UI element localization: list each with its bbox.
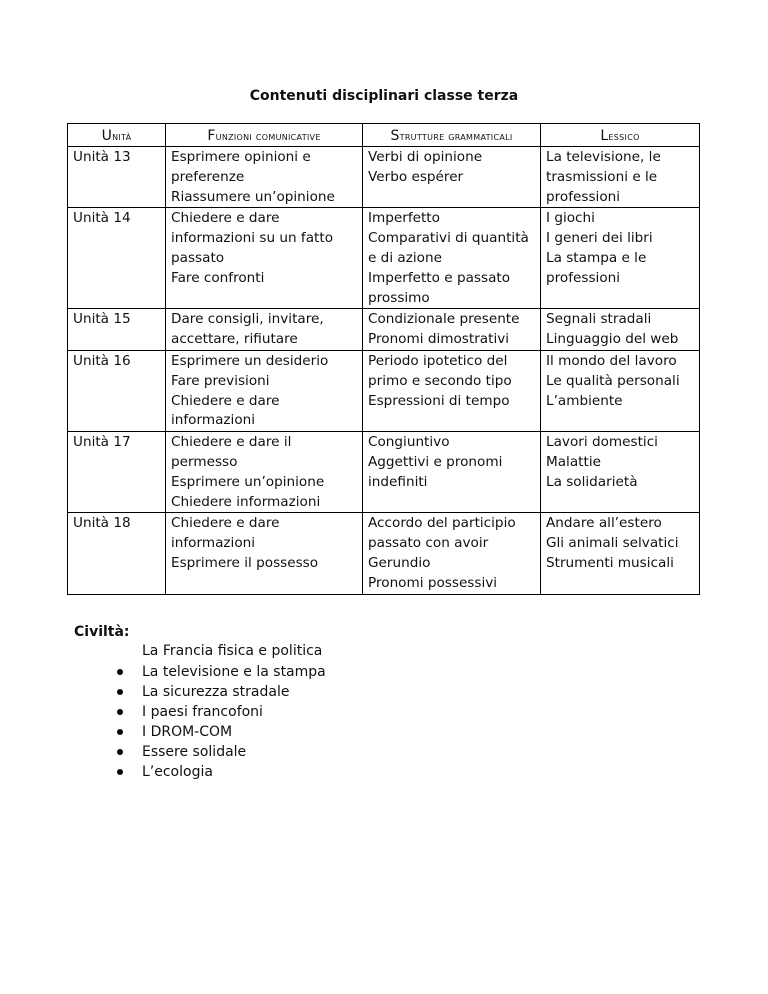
bullet-icon — [117, 709, 123, 715]
cell-line: Gli animali selvatici — [546, 535, 679, 552]
cell-line: Andare all’estero — [546, 515, 662, 532]
cell-line: Chiedere e dare — [171, 515, 280, 532]
unit-cell — [68, 513, 166, 594]
funzioni-cell — [166, 350, 363, 431]
cell-line: Congiuntivo — [368, 434, 450, 451]
content-table — [67, 123, 700, 595]
cell-line: I generi dei libri — [546, 230, 653, 247]
cell-line: Malattie — [546, 453, 601, 470]
list-item — [0, 682, 326, 702]
cell-line: Fare confronti — [171, 269, 265, 286]
list-item — [0, 702, 326, 722]
cell-line: Strumenti musicali — [546, 554, 674, 571]
cell-line: Segnali stradali — [546, 311, 652, 328]
list-item-label: I paesi francofoni — [142, 704, 263, 720]
cell-line: Unità 15 — [73, 311, 131, 328]
funzioni-cell — [166, 513, 363, 594]
cell-line: professioni — [546, 188, 621, 205]
cell-line: e di azione — [368, 249, 442, 266]
cell-line: Riassumere un’opinione — [171, 188, 335, 205]
cell-line: preferenze — [171, 168, 245, 185]
cell-line: indefiniti — [368, 473, 428, 490]
list-item — [0, 742, 326, 762]
header-strutture — [363, 124, 541, 147]
cell-line: informazioni — [171, 535, 256, 552]
cell-line: Le qualità personali — [546, 372, 680, 389]
funzioni-cell — [166, 208, 363, 309]
cell-line: passato — [171, 249, 225, 266]
cell-line: passato con avoir — [368, 535, 489, 552]
cell-line: Comparativi di quantità — [368, 230, 529, 247]
lessico-cell — [541, 208, 700, 309]
cell-line: Esprimere il possesso — [171, 554, 319, 571]
table-body — [68, 147, 700, 595]
unit-cell — [68, 309, 166, 351]
cell-line: accettare, rifiutare — [171, 331, 298, 348]
page-title: Contenuti disciplinari classe terza — [249, 88, 519, 104]
table-row — [68, 350, 700, 431]
cell-line: Gerundio — [368, 554, 431, 571]
cell-line: Unità 18 — [73, 515, 131, 532]
cell-line: Esprimere un desiderio — [171, 352, 329, 369]
header-unita — [68, 124, 166, 147]
cell-line: Periodo ipotetico del — [368, 352, 508, 369]
list-item-label: L’ecologia — [142, 764, 213, 780]
cell-line: Imperfetto e passato — [368, 269, 511, 286]
cell-line: Unità 14 — [73, 210, 131, 227]
lessico-cell — [541, 513, 700, 594]
strutture-cell — [363, 309, 541, 351]
cell-line: Accordo del participio — [368, 515, 516, 532]
list-item-label: I DROM-COM — [142, 724, 233, 740]
list-item-label: Essere solidale — [142, 744, 247, 760]
strutture-cell — [363, 147, 541, 208]
lessico-cell — [541, 309, 700, 351]
cell-line: Pronomi possessivi — [368, 574, 498, 591]
cell-line: Imperfetto — [368, 210, 440, 227]
cell-line: professioni — [546, 269, 621, 286]
list-item — [0, 662, 326, 682]
cell-line: Chiedere informazioni — [171, 493, 321, 510]
cell-line: Chiedere e dare — [171, 392, 280, 409]
table-row — [68, 147, 700, 208]
cell-line: primo e secondo tipo — [368, 372, 512, 389]
unit-cell — [68, 350, 166, 431]
cell-line: Il mondo del lavoro — [546, 352, 677, 369]
unit-cell — [68, 432, 166, 513]
header-label: Lessico — [600, 128, 640, 144]
strutture-cell — [363, 208, 541, 309]
cell-line: Aggettivi e pronomi — [368, 453, 503, 470]
table-row — [68, 208, 700, 309]
header-label: Strutture grammaticali — [390, 128, 513, 144]
header-funzioni — [166, 124, 363, 147]
civilta-list — [0, 662, 326, 782]
cell-line: Dare consigli, invitare, — [171, 311, 324, 328]
header-label: Funzioni comunicative — [207, 128, 321, 144]
cell-line: Chiedere e dare — [171, 210, 280, 227]
cell-line: La televisione, le — [546, 149, 661, 165]
cell-line: Esprimere un’opinione — [171, 473, 325, 490]
unit-cell — [68, 208, 166, 309]
lessico-cell — [541, 432, 700, 513]
table-row — [68, 309, 700, 351]
cell-line: Esprimere opinioni e — [171, 149, 311, 165]
header-lessico — [541, 124, 700, 147]
cell-line: Lavori domestici — [546, 434, 658, 451]
bullet-icon — [117, 689, 123, 695]
table-header-row — [68, 124, 700, 147]
cell-line: Unità 16 — [73, 352, 131, 369]
funzioni-cell — [166, 147, 363, 208]
cell-line: Espressioni di tempo — [368, 392, 510, 409]
table-row — [68, 513, 700, 594]
list-item — [0, 762, 326, 782]
cell-line: Fare previsioni — [171, 372, 270, 389]
cell-line: trasmissioni e le — [546, 168, 658, 185]
list-item — [0, 722, 326, 742]
cell-line: Unità 13 — [73, 149, 131, 165]
cell-line: Condizionale presente — [368, 311, 520, 328]
cell-line: permesso — [171, 453, 238, 470]
unit-cell — [68, 147, 166, 208]
lessico-cell — [541, 350, 700, 431]
bullet-icon — [117, 749, 123, 755]
cell-line: I giochi — [546, 210, 595, 227]
list-item-label: La televisione e la stampa — [142, 664, 326, 680]
cell-line: Verbo espérer — [368, 168, 464, 185]
list-item-label: La sicurezza stradale — [142, 684, 290, 700]
cell-line: informazioni — [171, 412, 256, 429]
bullet-icon — [117, 769, 123, 775]
funzioni-cell — [166, 432, 363, 513]
cell-line: L’ambiente — [546, 392, 623, 409]
strutture-cell — [363, 432, 541, 513]
lessico-cell — [541, 147, 700, 208]
header-label: Unità — [101, 128, 132, 144]
civilta-label: Civiltà: — [74, 624, 130, 640]
cell-line: Chiedere e dare il — [171, 434, 292, 451]
civilta-first-line: La Francia fisica e politica — [142, 643, 323, 659]
cell-line: Unità 17 — [73, 434, 131, 451]
cell-line: informazioni su un fatto — [171, 230, 334, 247]
cell-line: La stampa e le — [546, 249, 647, 266]
bullet-icon — [117, 729, 123, 735]
funzioni-cell — [166, 309, 363, 351]
table-row — [68, 432, 700, 513]
cell-line: Linguaggio del web — [546, 331, 679, 348]
strutture-cell — [363, 350, 541, 431]
bullet-icon — [117, 669, 123, 675]
cell-line: Verbi di opinione — [368, 149, 483, 165]
cell-line: La solidarietà — [546, 473, 638, 490]
cell-line: prossimo — [368, 289, 430, 306]
strutture-cell — [363, 513, 541, 594]
cell-line: Pronomi dimostrativi — [368, 331, 510, 348]
